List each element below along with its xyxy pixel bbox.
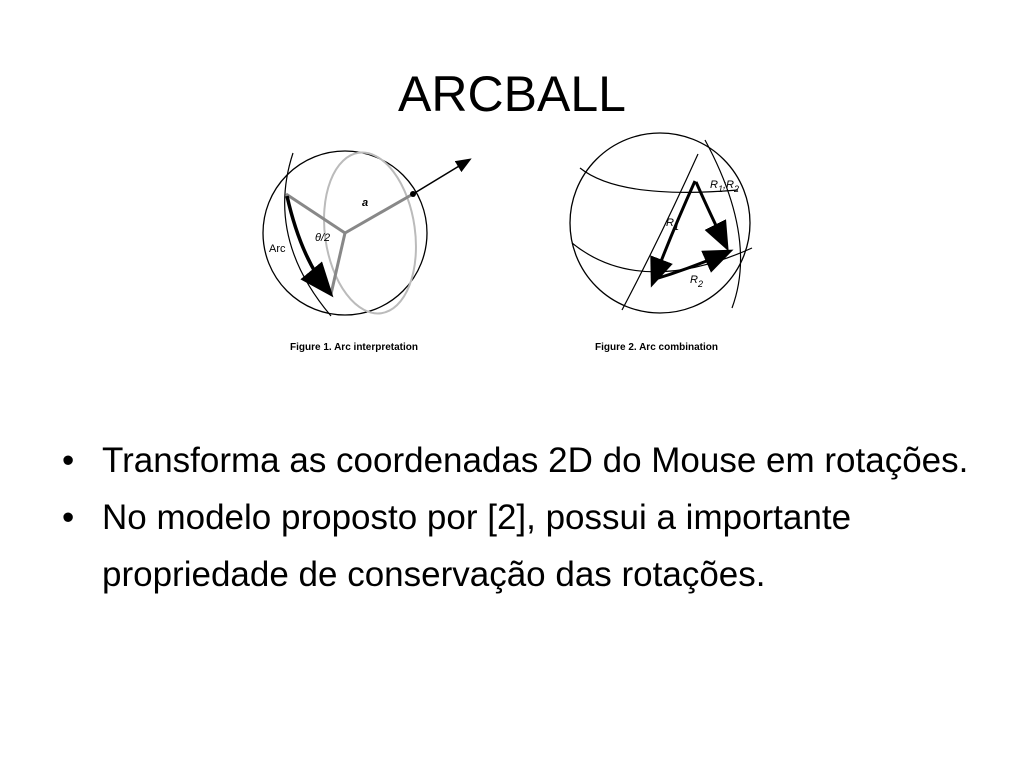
label-theta: θ/2 [315, 232, 331, 244]
bullet-item [60, 489, 980, 603]
arc-arrow [287, 196, 329, 292]
bullet-text: No modelo proposto por [2], possui a importante propriedade de conservação das rotações. [102, 498, 852, 594]
bullet-marker: • [62, 441, 75, 480]
figure2-caption: Figure 2. Arc combination [595, 342, 718, 353]
figure-arc-interpretation [245, 128, 475, 358]
axis-a-arrow [413, 160, 469, 194]
label-r1: $R_1$ [666, 217, 679, 232]
axis-arm-right [345, 194, 413, 233]
great-circle-a [705, 140, 741, 308]
label-r2: $R_2$ [690, 274, 703, 289]
bullet-text: Transforma as coordenadas 2D do Mouse em rotações. [102, 441, 969, 480]
label-a: a [362, 197, 369, 209]
axis-arm-down [331, 233, 345, 294]
bullet-list [60, 432, 980, 603]
label-arc: Arc [269, 243, 286, 255]
great-circle-d [622, 154, 698, 310]
bullet-marker: • [62, 498, 75, 537]
figure-arc-combination [560, 128, 770, 358]
bullet-item [60, 432, 980, 489]
sphere-outline [570, 133, 750, 313]
label-r1r2: $R_1;R_2$ [710, 179, 739, 194]
axis-point [410, 191, 416, 197]
slide-title: ARCBALL [398, 66, 626, 122]
figure1-caption: Figure 1. Arc interpretation [290, 342, 418, 353]
